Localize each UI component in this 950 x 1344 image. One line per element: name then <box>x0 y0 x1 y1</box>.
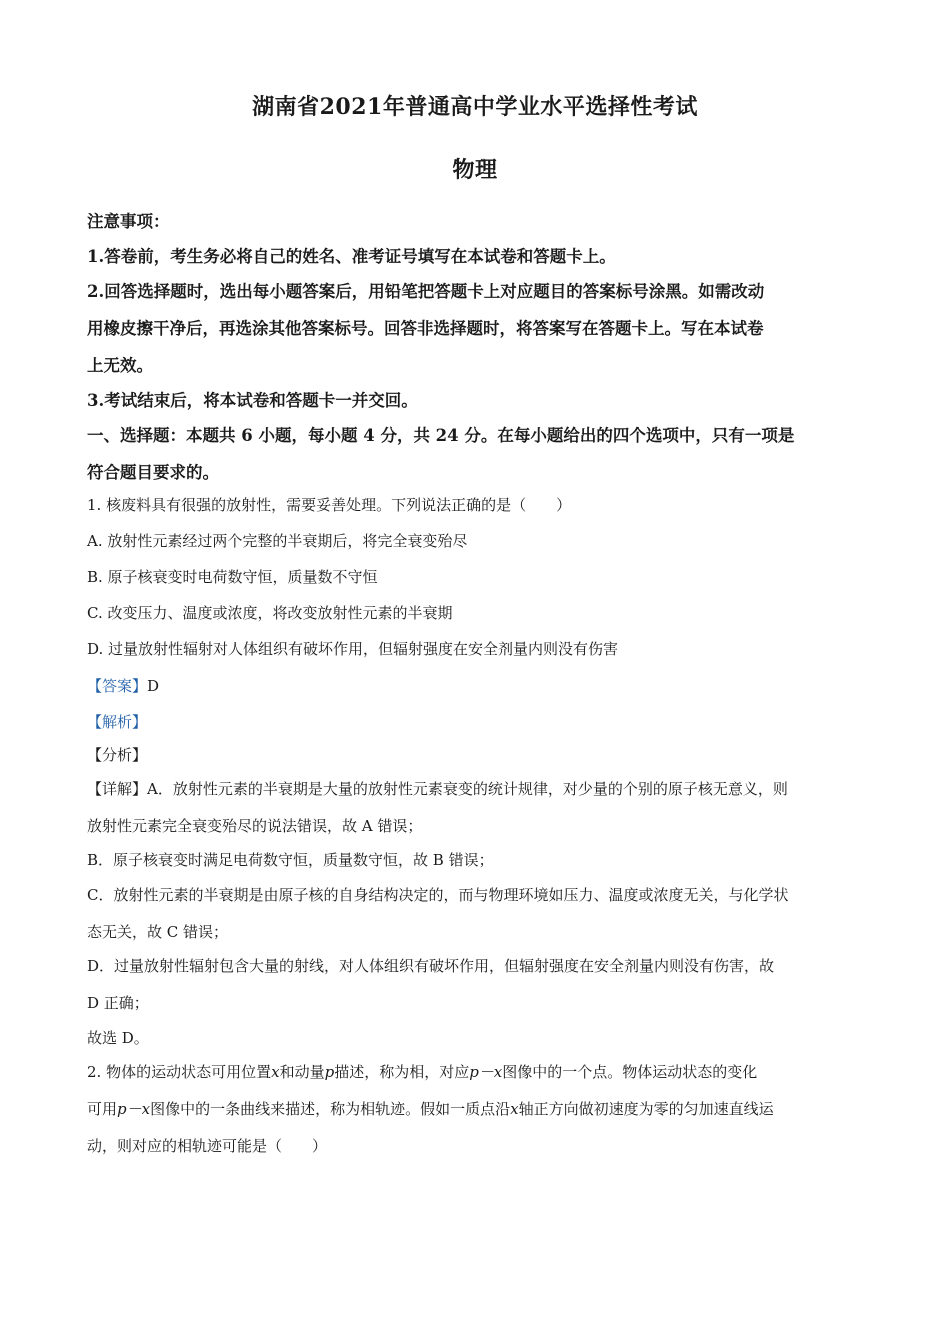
q1-option-c: C. 改变压力、温度或浓度，将改变放射性元素的半衰期 <box>87 604 453 622</box>
q2-text: 轴正方向做初速度为零的匀加速直线运 <box>518 1100 774 1118</box>
q2-stem-line-3: 动，则对应的相轨迹可能是（ ） <box>87 1137 328 1155</box>
q1-option-b: B. 原子核衰变时电荷数守恒，质量数不守恒 <box>87 568 378 586</box>
notice-item-2-line-3: 上无效。 <box>87 356 153 375</box>
q1-detail-line-1: 【详解】A．放射性元素的半衰期是大量的放射性元素衰变的统计规律，对少量的个别的原子核无意义，则 <box>87 780 788 798</box>
q1-detail-line-7: D 正确； <box>87 994 149 1012</box>
answer-tag: 【答案】 <box>87 677 148 695</box>
q2-text: 描述，称为相，对应 <box>334 1063 470 1081</box>
section-1-heading-line-1: 一、选择题：本题共 6 小题，每小题 4 分，共 24 分。在每小题给出的四个选项中，只有一项是 <box>87 426 795 445</box>
var-x: x <box>271 1063 280 1081</box>
q2-text: 图像中的一个点。物体运动状态的变化 <box>502 1063 758 1081</box>
q1-detail-line-6: D．过量放射性辐射包含大量的射线，对人体组织有破坏作用，但辐射强度在安全剂量内则没有伤害，故 <box>87 957 775 975</box>
notice-item-2-line-2: 用橡皮擦干净后，再选涂其他答案标号。回答非选择题时，将答案写在答题卡上。写在本试卷 <box>87 319 764 338</box>
q1-answer <box>87 675 877 696</box>
q1-detail-line-2: 放射性元素完全衰变殆尽的说法错误，故 A 错误； <box>87 817 423 835</box>
q1-analysis-tag: 【解析】 <box>87 713 148 731</box>
q1-option-d: D. 过量放射性辐射对人体组织有破坏作用，但辐射强度在安全剂量内则没有伤害 <box>87 640 619 658</box>
section-1-heading-line-2: 符合题目要求的。 <box>87 463 219 482</box>
q1-detail-line-3: B．原子核衰变时满足电荷数守恒，质量数守恒，故 B 错误； <box>87 851 494 869</box>
q1-detail-line-8: 故选 D。 <box>87 1029 149 1047</box>
q1-detail-line-4: C．放射性元素的半衰期是由原子核的自身结构决定的，而与物理环境如压力、温度或浓度无关，与化学状 <box>87 886 789 904</box>
var-x: x <box>510 1100 519 1118</box>
notice-item-2-line-1: 2.回答选择题时，选出每小题答案后，用铅笔把答题卡上对应题目的答案标号涂黑。如需改动 <box>87 282 765 301</box>
q1-stem: 1. 核废料具有很强的放射性，需要妥善处理。下列说法正确的是（ ） <box>87 496 572 514</box>
var-p-x: p－x <box>117 1100 151 1118</box>
exam-subject: 物理 <box>452 157 498 183</box>
notice-item-1: 1.答卷前，考生务必将自己的姓名、准考证号填写在本试卷和答题卡上。 <box>87 247 616 266</box>
q2-text: 2. 物体的运动状态可用位置 <box>87 1063 272 1081</box>
var-p-x: p－x <box>469 1063 503 1081</box>
q2-text: 和动量 <box>279 1063 325 1081</box>
answer-value: D <box>147 677 160 695</box>
notice-heading: 注意事项： <box>87 212 170 231</box>
q2-stem-line-2 <box>87 1098 877 1119</box>
var-p: p <box>324 1063 335 1081</box>
q1-option-a: A. 放射性元素经过两个完整的半衰期后，将完全衰变殆尽 <box>87 532 468 550</box>
q2-text: 可用 <box>87 1100 118 1118</box>
q1-detail-line-5: 态无关，故 C 错误； <box>87 923 229 941</box>
q2-stem-line-1 <box>87 1061 877 1082</box>
q1-fenxi-tag: 【分析】 <box>87 746 148 764</box>
exam-title: 湖南省2021年普通高中学业水平选择性考试 <box>252 94 698 120</box>
q2-text: 图像中的一条曲线来描述，称为相轨迹。假如一质点沿 <box>150 1100 511 1118</box>
notice-item-3: 3.考试结束后，将本试卷和答题卡一并交回。 <box>87 391 418 410</box>
